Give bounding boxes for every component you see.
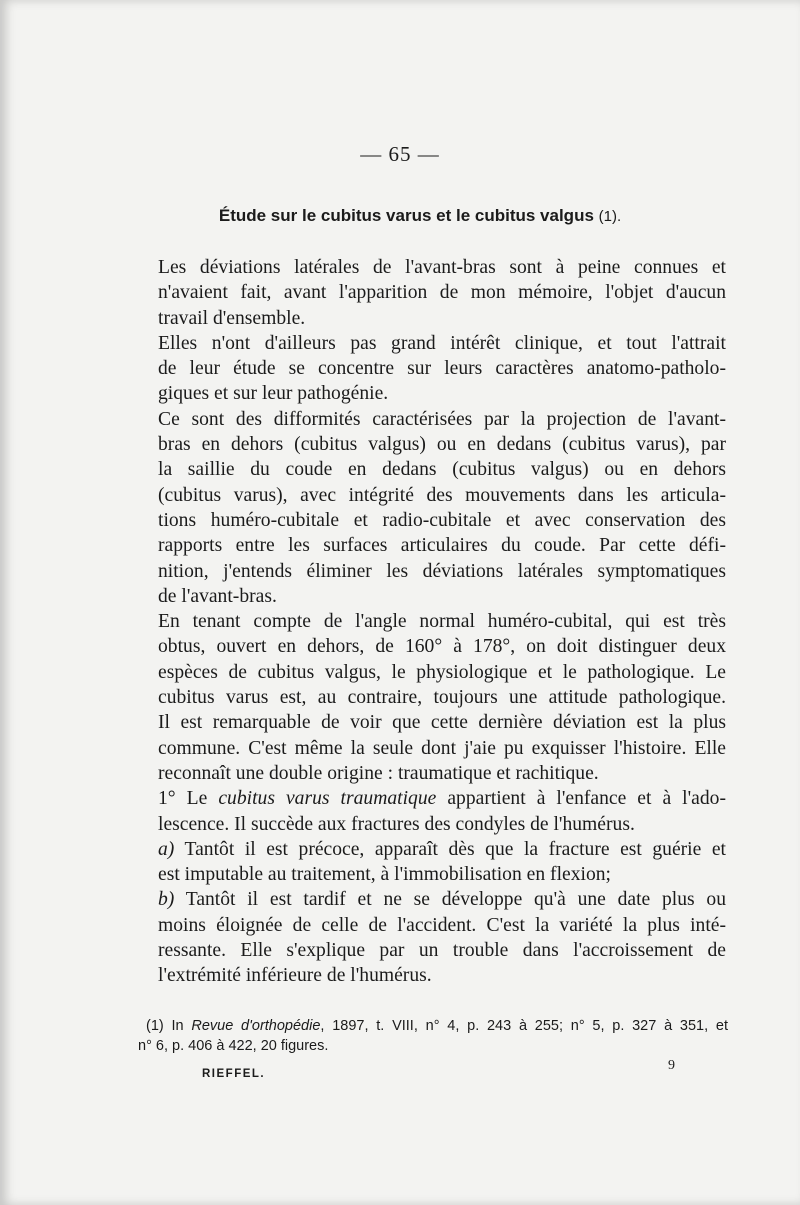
- text-line: [138, 837, 726, 862]
- text-line: commune. C'est même la seule dont j'aie pu exquisser l'histoire. Elle: [158, 737, 726, 759]
- text-line: de l'avant-bras.: [158, 585, 277, 607]
- footnote-reference: (1).: [598, 208, 622, 225]
- text-line: Il est remarquable de voir que cette dernière déviation est la plus: [158, 712, 726, 734]
- text-span: Tantôt il est tardif et ne se développe qu'à une date plus ou: [174, 889, 726, 911]
- footnote-text: , 1897, t. VIII, n° 4, p. 243 à 255; n° 5, p. 327 à 351, et: [320, 1018, 728, 1034]
- paragraph-7: [138, 887, 726, 988]
- text-line: [138, 887, 726, 912]
- emphasis-text: cubitus varus traumatique: [218, 788, 437, 810]
- list-marker: 1° Le: [158, 788, 219, 810]
- text-line: ressante. Elle s'explique par un trouble dans l'accroissement de: [158, 940, 726, 962]
- article-title: [140, 206, 700, 226]
- text-line: Les déviations latérales de l'avant-bras sont à peine connues et: [158, 257, 726, 278]
- text-line: nition, j'entends éliminer les déviations latérales symptomatiques: [158, 560, 726, 582]
- text-line: lescence. Il succède aux fractures des condyles de l'humérus.: [158, 813, 635, 835]
- list-marker: a): [158, 838, 175, 860]
- paragraph-4: [138, 609, 726, 786]
- text-line: de leur étude se concentre sur leurs caractères anatomo-patholo-: [158, 358, 726, 380]
- paragraph-1: [138, 255, 726, 331]
- page-number: — 65 —: [360, 142, 440, 166]
- footnote-line: n° 6, p. 406 à 422, 20 figures.: [138, 1038, 329, 1054]
- footnote-line: [138, 1016, 728, 1036]
- text-span: appartient à l'enfance et à l'ado-: [436, 788, 726, 810]
- text-line: obtus, ouvert en dehors, de 160° à 178°, on doit distinguer deux: [158, 636, 726, 658]
- footnote: [138, 1016, 728, 1056]
- article-title-text: Étude sur le cubitus varus et le cubitus valgus: [218, 206, 594, 225]
- text-line: [138, 786, 726, 811]
- text-line: giques et sur leur pathogénie.: [158, 383, 389, 405]
- paragraph-6: [138, 837, 726, 888]
- journal-title: Revue d'orthopédie: [191, 1018, 321, 1034]
- text-line: En tenant compte de l'angle normal huméro-cubital, qui est très: [158, 611, 726, 633]
- text-line: tions huméro-cubitale et radio-cubitale et avec conservation des: [158, 509, 726, 531]
- paragraph-5: [138, 786, 726, 837]
- text-line: n'avaient fait, avant l'apparition de mon mémoire, l'objet d'aucun: [158, 282, 726, 304]
- text-line: reconnaît une double origine : traumatique et rachitique.: [158, 762, 599, 784]
- printer-signature: RIEFFEL.: [202, 1068, 266, 1080]
- paragraph-2: [138, 331, 726, 407]
- text-line: la saillie du coude en dedans (cubitus valgus) ou en dehors: [158, 459, 726, 481]
- text-line: Elles n'ont d'ailleurs pas grand intérêt clinique, et tout l'attrait: [158, 332, 726, 354]
- text-span: Tantôt il est précoce, apparaît dès que la fracture est guérie et: [174, 838, 726, 860]
- text-line: est imputable au traitement, à l'immobilisation en flexion;: [158, 864, 611, 886]
- text-line: bras en dehors (cubitus valgus) ou en dedans (cubitus varus), par: [158, 434, 726, 456]
- text-line: Ce sont des difformités caractérisées par la projection de l'avant-: [158, 408, 726, 430]
- text-line: moins éloignée de celle de l'accident. C'est la variété la plus inté-: [158, 914, 726, 936]
- paragraph-3: [138, 407, 726, 609]
- text-line: espèces de cubitus valgus, le physiologique et le pathologique. Le: [158, 661, 726, 683]
- sheet-signature-number: 9: [668, 1058, 675, 1073]
- footnote-marker: (1) In: [146, 1018, 192, 1034]
- body-text: [138, 255, 726, 989]
- text-line: travail d'ensemble.: [158, 307, 306, 329]
- text-line: (cubitus varus), avec intégrité des mouvements dans les articula-: [158, 484, 726, 506]
- text-line: rapports entre les surfaces articulaires du coude. Par cette défi-: [158, 535, 726, 557]
- text-line: cubitus varus est, au contraire, toujours une attitude pathologique.: [158, 687, 726, 709]
- list-marker: b): [158, 889, 175, 911]
- text-line: l'extrémité inférieure de l'humérus.: [158, 965, 432, 987]
